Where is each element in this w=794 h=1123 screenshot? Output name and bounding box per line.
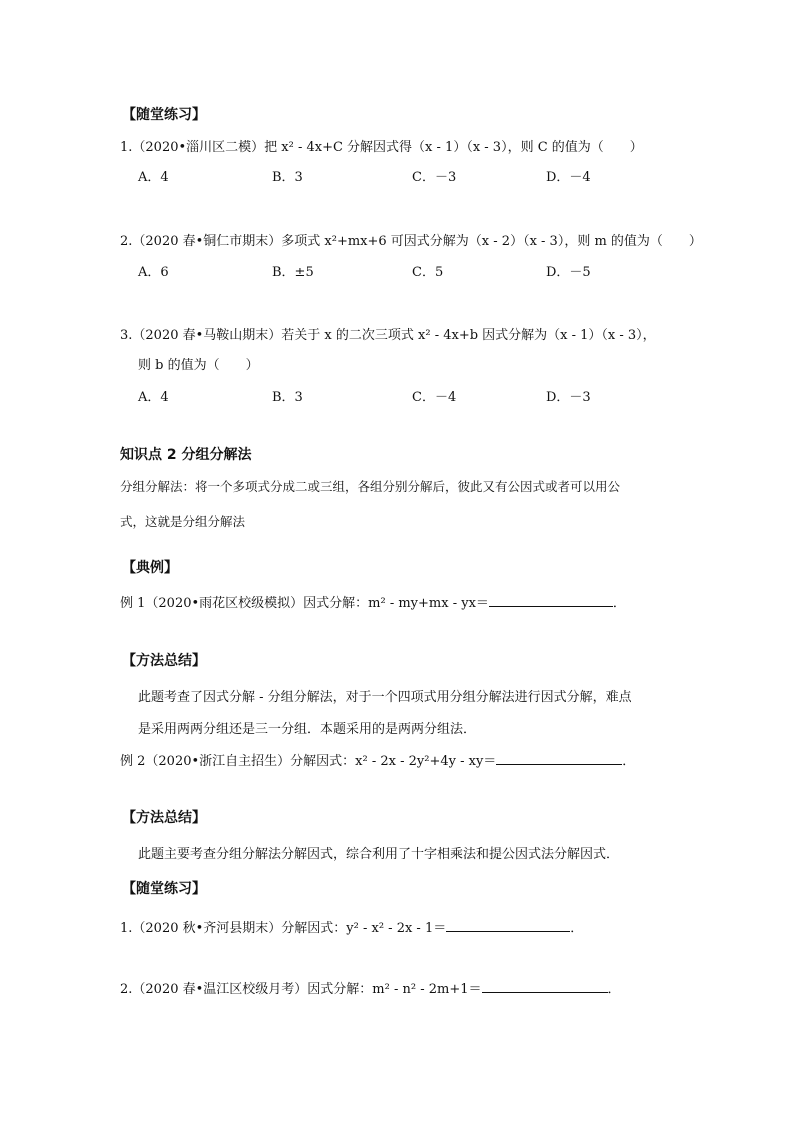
method-summary-1-line-2: 是采用两两分组还是三一分组．本题采用的是两两分组法． <box>138 722 477 737</box>
practice-2-question-1-text: 1.（2020 秋•齐河县期末）分解因式：y² - x² - 2x - 1＝ <box>120 921 447 936</box>
practice-heading-2: 【随堂练习】 <box>122 881 206 897</box>
examples-heading: 【典例】 <box>122 560 178 576</box>
method-summary-heading-1: 【方法总结】 <box>122 653 206 669</box>
method-summary-heading-2: 【方法总结】 <box>122 810 206 826</box>
definition-line-1: 分组分解法：将一个多项式分成二或三组，各组分别分解后，彼此又有公因式或者可以用公 <box>120 479 621 494</box>
example-2-text: 例 2（2020•浙江自主招生）分解因式：x² - 2x - 2y²+4y - xy＝ <box>120 754 497 769</box>
question-1-text: 1.（2020•淄川区二模）把 x² - 4x+C 分解因式得（x - 1）（x - 3），则 C 的值为（ ） <box>120 140 643 155</box>
example-1-text: 例 1（2020•雨花区校级模拟）因式分解：m² - my+mx - yx＝ <box>120 596 489 611</box>
practice-2-question-2-end: ． <box>607 982 621 997</box>
q2-option-d: D．－5 <box>546 265 591 280</box>
question-3-line-2: 则 b 的值为（ ） <box>138 358 259 373</box>
question-2-text: 2.（2020 春•铜仁市期末）多项式 x²+mx+6 可因式分解为（x - 2）（x - 3），则 m 的值为（ ） <box>120 234 702 249</box>
practice-2-question-2-line <box>120 978 621 997</box>
practice-heading-1: 【随堂练习】 <box>122 107 206 123</box>
answer-blank <box>446 919 570 932</box>
method-summary-2-line-1: 此题主要考查分组分解法分解因式，综合利用了十字相乘法和提公因式法分解因式． <box>138 847 620 862</box>
practice-2-question-2-text: 2.（2020 春•温江区校级月考）因式分解：m² - n² - 2m+1＝ <box>120 982 482 997</box>
q1-option-c: C．－3 <box>412 170 457 185</box>
q2-option-b: B．±5 <box>272 265 314 280</box>
q1-option-d: D．－4 <box>546 170 591 185</box>
q3-option-d: D．－3 <box>546 390 591 405</box>
answer-blank <box>496 752 622 765</box>
example-1-line <box>120 592 626 611</box>
example-2-line <box>120 750 635 769</box>
answer-blank <box>482 980 608 993</box>
q1-option-b: B．3 <box>272 170 303 185</box>
q3-option-a: A．4 <box>138 390 169 405</box>
definition-line-2: 式，这就是分组分解法 <box>120 514 246 529</box>
q2-option-c: C．5 <box>412 265 444 280</box>
practice-2-question-1-end: ． <box>570 921 584 936</box>
q3-option-b: B．3 <box>272 390 303 405</box>
section-title: 知识点 2 分组分解法 <box>120 447 252 463</box>
practice-2-question-1-line <box>120 917 583 936</box>
q3-option-c: C．－4 <box>412 390 457 405</box>
example-2-end: ． <box>622 754 636 769</box>
method-summary-1-line-1: 此题考查了因式分解 - 分组分解法，对于一个四项式用分组分解法进行因式分解，难点 <box>138 690 632 705</box>
answer-blank <box>489 594 613 607</box>
q2-option-a: A．6 <box>138 265 169 280</box>
question-3-line-1: 3.（2020 春•马鞍山期末）若关于 x 的二次三项式 x² - 4x+b 因式分解为（x - 1）（x - 3）， <box>120 328 656 343</box>
q1-option-a: A．4 <box>138 170 169 185</box>
example-1-end: ． <box>612 596 626 611</box>
